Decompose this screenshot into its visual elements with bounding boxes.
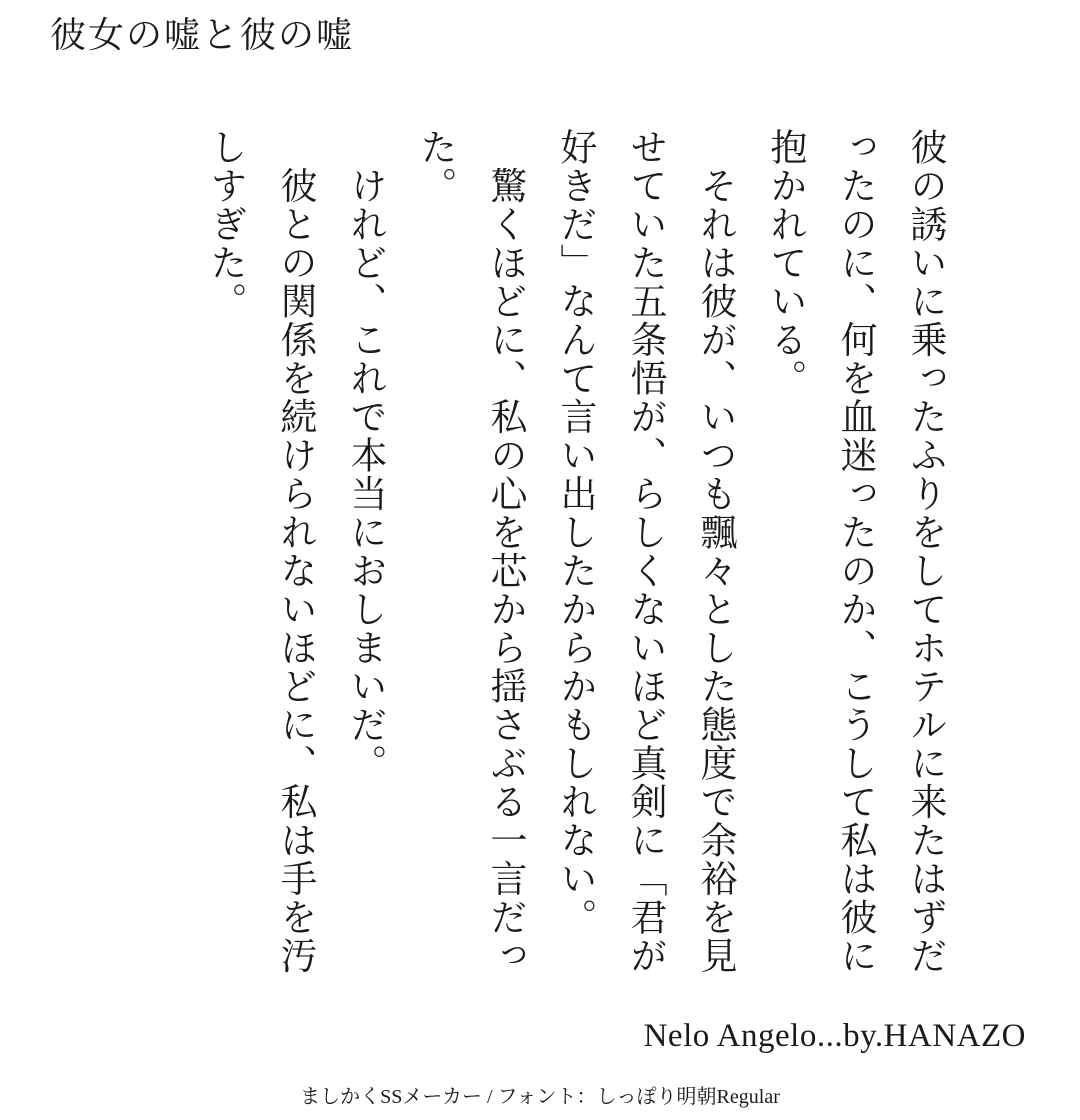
paragraph-1: 彼の誘いに乗ったふりをしてホテルに来たはずだったのに、何を血迷ったのか、こうして私は彼に抱かれている。 [764, 128, 947, 975]
paragraph-4: けれど、これで本当におしまいだ。 [344, 128, 387, 783]
paragraph-2: それは彼が、いつも飄々とした態度で余裕を見せていた五条悟が、らしくないほど真剣に「君が好きだ」なんて言い出したからかもしれない。 [554, 128, 737, 975]
paragraph-3: 驚くほどに、私の心を芯から揺さぶる一言だった。 [414, 128, 527, 975]
story-body [120, 128, 960, 1008]
story-title: 彼女の嘘と彼の嘘 [50, 15, 355, 56]
footer-credit: ましかくSSメーカー / フォント：しっぽり明朝Regular [300, 1086, 780, 1108]
author-credit: Nelo Angelo...by.HANAZO [643, 1018, 1026, 1054]
paragraph-5: 彼との関係を続けられないほどに、私は手を汚しすぎた。 [204, 128, 317, 975]
